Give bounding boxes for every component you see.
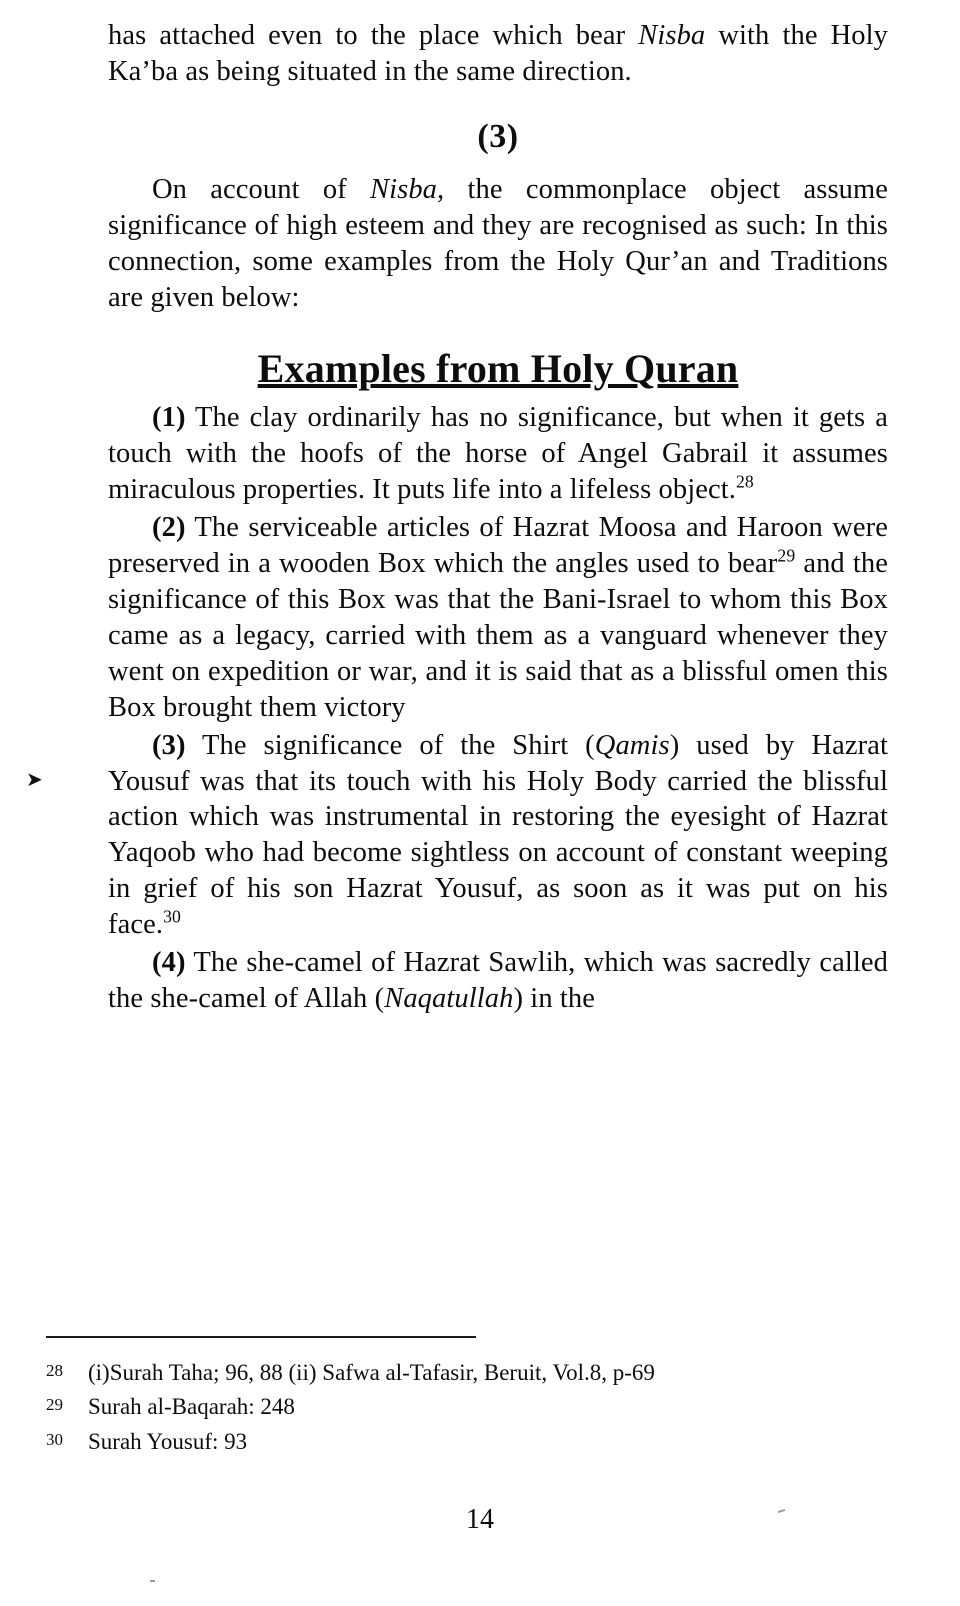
text-run: The significance of the Shirt ( [185, 729, 595, 761]
margin-mark-icon: ➤ [26, 769, 43, 791]
page-title: Examples from Holy Quran [257, 346, 739, 392]
footnote-text: Surah Yousuf: 93 [88, 1428, 248, 1454]
text-run-italic: Qamis [594, 729, 670, 761]
footnote-separator [46, 1336, 476, 1338]
text-run: ) used by Hazrat Yousuf was that its touch with his Holy Body carried the blissful action which was instrumental in restoring the eyesight of Hazrat Yaqoob who had become sightless on account of constant weeping in grief of his son Hazrat Yousuf, as soon as it was put on his face. [108, 729, 889, 941]
list-item [108, 945, 888, 1017]
paragraph-section-intro [108, 172, 888, 316]
footnote-number: 30 [46, 1429, 63, 1449]
footnote-text: Surah al-Baqarah: 248 [88, 1394, 295, 1420]
scan-artifact [150, 1580, 155, 1582]
footnote-number: 29 [46, 1395, 63, 1415]
footnote-item [46, 1392, 876, 1421]
list-item [108, 400, 888, 508]
footnote-number: 28 [46, 1361, 63, 1380]
page-number: 14 [466, 1504, 494, 1535]
list-item [108, 510, 888, 725]
page-content [108, 18, 888, 1019]
footnote-item [46, 1358, 876, 1387]
text-run: The serviceable articles of Hazrat Moosa and Haroon were preserved in a wooden Box which the angles used to bear [108, 512, 888, 580]
footnote-ref: 30 [163, 906, 181, 927]
text-run: ) in the [513, 982, 596, 1014]
text-run: and the significance of this Box was that the Bani-Israel to whom this Box came as a legacy, carried with them as a vanguard whenever they went on expedition or war, and it is said that as a blissful omen this Box brought them victory [108, 548, 888, 723]
footnote-ref: 29 [777, 545, 796, 566]
footnote-text: (i)Surah Taha; 96, 88 (ii) Safwa al-Tafasir, Beruit, Vol.8, p-69 [88, 1360, 655, 1385]
text-run: On account of [152, 173, 370, 205]
paragraph-continued [108, 18, 888, 90]
item-number: (3) [152, 729, 186, 761]
text-run: The clay ordinarily has no significance, but when it gets a touch with the hoofs of the horse of Angel Gabrail it assumes miraculous properties. It puts life into a lifeless object. [108, 402, 888, 506]
item-number: (4) [152, 947, 186, 979]
text-run: has attached even to the place which bear [108, 20, 639, 51]
item-number: (2) [152, 512, 186, 544]
item-number: (1) [152, 402, 186, 434]
footnote-item [46, 1427, 876, 1456]
text-run-italic: Naqatullah [384, 982, 514, 1014]
text-run-italic: Nisba [638, 20, 706, 51]
section-number: (3) [477, 117, 519, 155]
list-item [108, 728, 888, 943]
text-run: The she-camel of Hazrat Sawlih, which was sacredly called the she-camel of Allah ( [108, 947, 888, 1014]
footnote-list [46, 1358, 876, 1461]
text-run-italic: Nisba [370, 173, 438, 205]
text-run: with the Holy Ka’ba as being situated in the same direction. [108, 20, 889, 87]
text-run: , the commonplace object assume significance of high esteem and they are recognised as such: In this connection, some examples from the Holy Qur’an and Traditions are given below: [108, 173, 888, 313]
footnote-ref: 28 [736, 471, 754, 492]
